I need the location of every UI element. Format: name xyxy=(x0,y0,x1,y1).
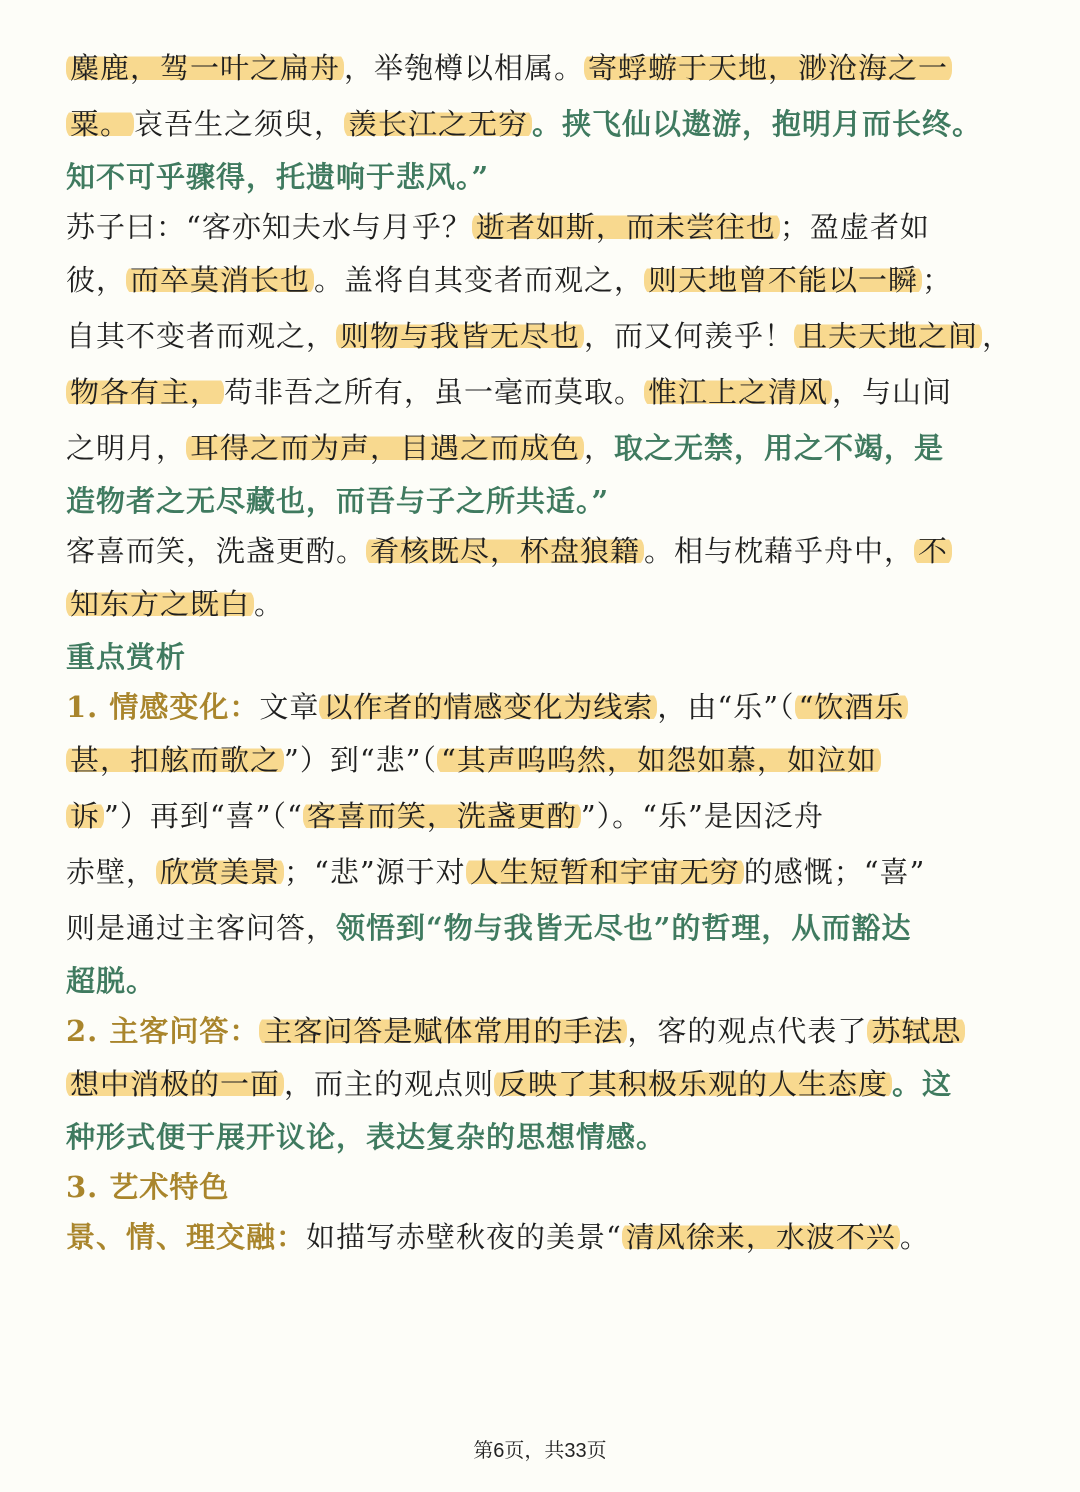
highlight: 耳得之而为声，目遇之而成色 xyxy=(186,431,584,465)
highlight: “其声呜呜然，如怨如慕，如泣如 xyxy=(437,743,881,777)
text-line xyxy=(66,40,1016,96)
highlight: 人生短暂和宇宙无穷 xyxy=(466,855,744,889)
green-text: 超脱。 xyxy=(66,964,157,998)
text: 则是通过主客问答， xyxy=(66,911,337,945)
highlight: 以作者的情感变化为线索 xyxy=(319,690,657,724)
subsection-title: 景、情、理交融： xyxy=(66,1220,307,1254)
text-line xyxy=(66,526,1016,576)
highlight: 主客问答是赋体常用的手法 xyxy=(259,1014,627,1048)
text-line xyxy=(66,252,1016,308)
highlight: “饮酒乐 xyxy=(795,690,909,724)
text-line xyxy=(66,1056,1016,1112)
text: ，由“乐”（ xyxy=(657,690,795,724)
text-line xyxy=(66,420,1016,476)
section-heading xyxy=(66,632,1016,682)
highlight: 想中消极的一面 xyxy=(66,1067,284,1101)
text: 的感慨；“喜” xyxy=(743,855,926,889)
text: ， xyxy=(982,319,1013,353)
text-line xyxy=(66,788,1016,844)
highlight: 诉 xyxy=(66,799,104,833)
text: ，而又何羡乎！ xyxy=(584,319,795,353)
text: 苟非吾之所有，虽一毫而莫取。 xyxy=(224,375,645,409)
highlight: 清风徐来，水波不兴 xyxy=(622,1220,900,1254)
text: ，举匏樽以相属。 xyxy=(344,51,585,85)
text: 赤壁， xyxy=(66,855,157,889)
text: 自其不变者而观之， xyxy=(66,319,337,353)
highlight: 麋鹿，驾一叶之扁舟 xyxy=(66,51,344,85)
highlight: 粟。 xyxy=(66,107,134,141)
highlight: 惟江上之清风 xyxy=(644,375,832,409)
text-line xyxy=(66,682,1016,732)
green-text: 取之无禁，用之不竭，是 xyxy=(614,431,945,465)
section-title: 3. 艺术特色 xyxy=(66,1170,230,1204)
text: ； xyxy=(922,263,953,297)
highlight: 客喜而笑，洗盏更酌 xyxy=(303,799,581,833)
highlight: 肴核既尽，杯盘狼籍 xyxy=(366,534,644,568)
text: ”）到“悲”（ xyxy=(284,743,437,777)
text: ，与山间 xyxy=(832,375,953,409)
document-page xyxy=(66,40,1016,1262)
text: 客喜而笑，洗盏更酌。 xyxy=(66,534,367,568)
page-number: 第6页，共33页 xyxy=(473,1440,607,1462)
green-text: 。挟飞仙以遨游，抱明月而长终。 xyxy=(532,107,983,141)
highlight: 欣赏美景 xyxy=(156,855,284,889)
green-text: 领悟到“物与我皆无尽也”的哲理，从而豁达 xyxy=(336,911,912,945)
text: ，客的观点代表了 xyxy=(627,1014,868,1048)
text-line xyxy=(66,1006,1016,1056)
highlight: 且夫天地之间 xyxy=(794,319,982,353)
text: ， xyxy=(584,431,615,465)
green-text: 知不可乎骤得，托遗响于悲风。” xyxy=(66,160,490,194)
highlight: 物各有主， xyxy=(66,375,224,409)
text-line xyxy=(66,476,1016,526)
text-line xyxy=(66,732,1016,788)
text: 。 xyxy=(899,1220,930,1254)
highlight: 甚，扣舷而歌之 xyxy=(66,743,284,777)
text-line xyxy=(66,844,1016,900)
highlight: 则物与我皆无尽也 xyxy=(336,319,584,353)
highlight: 寄蜉蝣于天地，渺沧海之一 xyxy=(584,51,952,85)
text: 彼， xyxy=(66,263,127,297)
text: ”）再到“喜”（“ xyxy=(104,799,303,833)
text: 。 xyxy=(254,587,285,621)
highlight: 反映了其积极乐观的人生态度 xyxy=(494,1067,892,1101)
text: 之明月， xyxy=(66,431,187,465)
text: 苏子曰：“客亦知夫水与月乎？ xyxy=(66,210,472,244)
text-line xyxy=(66,1112,1016,1162)
highlight: 逝者如斯，而未尝往也 xyxy=(472,210,780,244)
green-text: 造物者之无尽藏也，而吾与子之所共适。” xyxy=(66,484,610,518)
green-text: 种形式便于展开议论，表达复杂的思想情感。 xyxy=(66,1120,667,1154)
green-text: 。这 xyxy=(892,1067,953,1101)
text: 。盖将自其变者而观之， xyxy=(314,263,645,297)
section-title: 1. 情感变化： xyxy=(66,690,260,724)
text-line xyxy=(66,1162,1016,1212)
highlight: 羡长江之无穷 xyxy=(344,107,532,141)
highlight: 而卒莫消长也 xyxy=(126,263,314,297)
text-line xyxy=(66,956,1016,1006)
heading-text: 重点赏析 xyxy=(66,640,187,674)
text: 如描写赤壁秋夜的美景“ xyxy=(306,1220,622,1254)
text: ，而主的观点则 xyxy=(284,1067,495,1101)
text: ；“悲”源于对 xyxy=(284,855,466,889)
text-line xyxy=(66,1212,1016,1262)
highlight: 则天地曾不能以一瞬 xyxy=(644,263,922,297)
section-title: 2. 主客问答： xyxy=(66,1014,260,1048)
text-line xyxy=(66,900,1016,956)
text-line xyxy=(66,152,1016,202)
text: ”）。“乐”是因泛舟 xyxy=(580,799,824,833)
text-line xyxy=(66,364,1016,420)
text-line xyxy=(66,96,1016,152)
text-line xyxy=(66,576,1016,632)
text: 哀吾生之须臾， xyxy=(134,107,345,141)
text: ；盈虚者如 xyxy=(779,210,930,244)
text-line xyxy=(66,308,1016,364)
highlight: 苏轼思 xyxy=(867,1014,965,1048)
text: 。相与枕藉乎舟中， xyxy=(644,534,915,568)
highlight: 知东方之既白 xyxy=(66,587,254,621)
highlight: 不 xyxy=(914,534,952,568)
text-line xyxy=(66,202,1016,252)
text: 文章 xyxy=(259,690,320,724)
